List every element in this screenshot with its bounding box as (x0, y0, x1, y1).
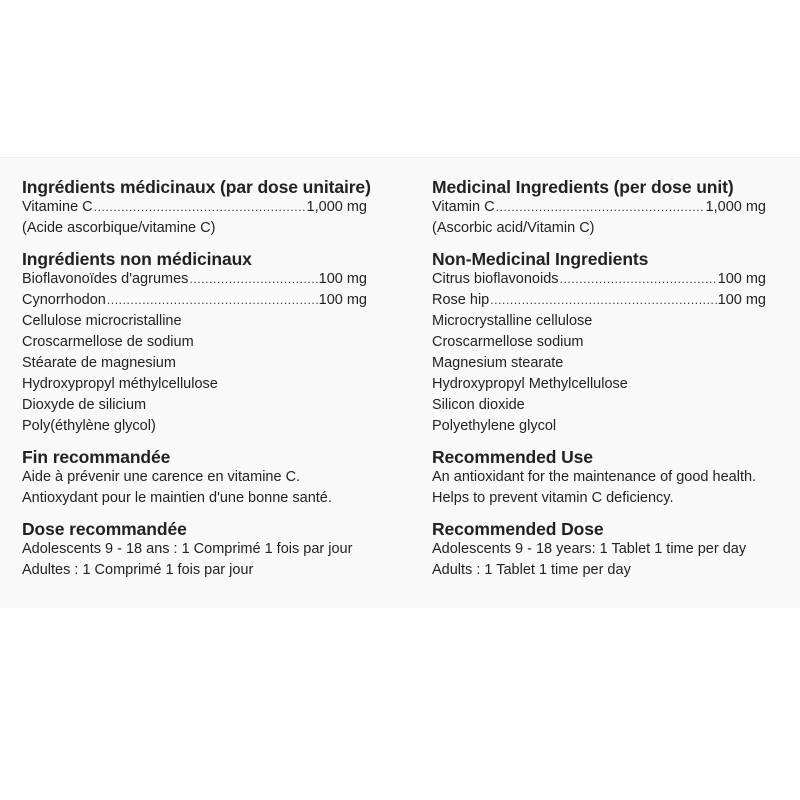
en-non-medicinal-section (432, 249, 766, 437)
dot-leader (107, 290, 318, 311)
en-use-line: An antioxidant for the maintenance of good health. (432, 469, 757, 485)
en-non-medicinal-item: Polyethylene glycol (432, 418, 557, 434)
ingredient-amount: 100 mg (318, 271, 367, 287)
fr-use-heading: Fin recommandée (22, 447, 171, 467)
ingredient-amount: 1,000 mg (705, 199, 766, 215)
en-non-medicinal-heading: Non-Medicinal Ingredients (432, 249, 649, 269)
en-medicinal-note: (Ascorbic acid/Vitamin C) (432, 220, 595, 236)
en-non-medicinal-item: Magnesium stearate (432, 355, 564, 371)
en-non-medicinal-item: Croscarmellose sodium (432, 334, 584, 350)
en-use-line: Helps to prevent vitamin C deficiency. (432, 490, 674, 506)
dot-leader (496, 197, 705, 218)
ingredient-amount: 100 mg (318, 292, 367, 308)
en-dose-section (432, 519, 766, 581)
fr-medicinal-heading: Ingrédients médicinaux (par dose unitaire) (22, 177, 371, 197)
en-medicinal-item (432, 197, 766, 218)
en-medicinal-heading: Medicinal Ingredients (per dose unit) (432, 177, 734, 197)
fr-dose-line: Adultes : 1 Comprimé 1 fois par jour (22, 562, 254, 578)
fr-use-section (22, 447, 367, 509)
en-dose-heading: Recommended Dose (432, 519, 604, 539)
fr-non-medicinal-item: Dioxyde de silicium (22, 397, 147, 413)
ingredient-name: Bioflavonoïdes d'agrumes (22, 271, 189, 287)
ingredient-name: Cynorrhodon (22, 292, 106, 308)
dot-leader (189, 269, 317, 290)
fr-use-line: Antioxydant pour le maintien d'une bonne santé. (22, 490, 332, 506)
ingredient-name: Rose hip (432, 292, 490, 308)
dot-leader (490, 290, 716, 311)
en-non-medicinal-item: Hydroxypropyl Methylcellulose (432, 376, 628, 392)
en-dose-line: Adults : 1 Tablet 1 time per day (432, 562, 631, 578)
en-dose-line: Adolescents 9 - 18 years: 1 Tablet 1 time per day (432, 541, 747, 557)
fr-non-medicinal-item (22, 290, 367, 311)
fr-non-medicinal-section (22, 249, 367, 437)
ingredient-name: Vitamin C (432, 199, 495, 215)
fr-non-medicinal-item: Stéarate de magnesium (22, 355, 176, 371)
fr-medicinal-note: (Acide ascorbique/vitamine C) (22, 220, 216, 236)
en-non-medicinal-item: Microcrystalline cellulose (432, 313, 593, 329)
en-use-section (432, 447, 766, 509)
fr-non-medicinal-item: Cellulose microcristalline (22, 313, 182, 329)
fr-non-medicinal-heading: Ingrédients non médicinaux (22, 249, 252, 269)
french-column (22, 177, 371, 591)
dot-leader (560, 269, 717, 290)
ingredient-name: Citrus bioflavonoids (432, 271, 559, 287)
fr-dose-heading: Dose recommandée (22, 519, 187, 539)
ingredient-amount: 100 mg (717, 271, 766, 287)
fr-non-medicinal-item: Hydroxypropyl méthylcellulose (22, 376, 218, 392)
ingredient-amount: 1,000 mg (306, 199, 367, 215)
dot-leader (94, 197, 306, 218)
english-column (432, 177, 766, 591)
fr-dose-line: Adolescents 9 - 18 ans : 1 Comprimé 1 fois par jour (22, 541, 353, 557)
ingredient-name: Vitamine C (22, 199, 93, 215)
fr-use-line: Aide à prévenir une carence en vitamine C. (22, 469, 301, 485)
fr-non-medicinal-item: Croscarmellose de sodium (22, 334, 194, 350)
en-medicinal-section (432, 177, 766, 239)
ingredient-amount: 100 mg (717, 292, 766, 308)
supplement-facts-panel (0, 157, 800, 608)
fr-non-medicinal-item (22, 269, 367, 290)
fr-dose-section (22, 519, 367, 581)
en-non-medicinal-item (432, 290, 766, 311)
fr-medicinal-section (22, 177, 371, 239)
en-use-heading: Recommended Use (432, 447, 593, 467)
fr-non-medicinal-item: Poly(éthylène glycol) (22, 418, 156, 434)
fr-medicinal-item (22, 197, 367, 218)
en-non-medicinal-item: Silicon dioxide (432, 397, 525, 413)
en-non-medicinal-item (432, 269, 766, 290)
